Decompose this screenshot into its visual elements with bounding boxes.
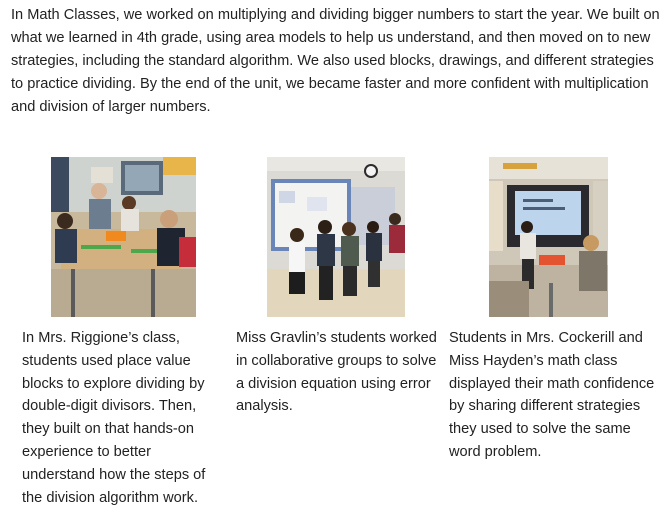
- intro-paragraph: In Math Classes, we worked on multiplying and dividing bigger numbers to start the year. We built on what we learned in 4th grade, using area models to help us understand, and then moved on to new strategies, including the standard algorithm. We also used blocks, drawings, and different strategies to practice dividing. By the end of the unit, we became faster and more confident with multiplication and division of larger numbers.: [11, 7, 660, 115]
- caption-cockerill: Students in Mrs. Cockerill and Miss Hayden’s math class displayed their math confidence by sharing different strategies they used to solve the same word problem.: [449, 330, 655, 460]
- photo-card-riggione: [51, 157, 196, 317]
- photo-card-cockerill: [489, 157, 608, 317]
- whiteboard-group-photo: [267, 157, 405, 317]
- smartboard-presentation-photo: [489, 157, 608, 317]
- photo-card-gravlin: [267, 157, 405, 317]
- classroom-blocks-photo: [51, 157, 196, 317]
- caption-riggione: In Mrs. Riggione’s class, students used place value blocks to explore dividing by double-digit divisors. Then, they built on that hands-on experience to better understand how the steps of the division algorithm work.: [22, 330, 206, 506]
- caption-gravlin: Miss Gravlin’s students worked in collaborative groups to solve a division equation using error analysis.: [236, 330, 437, 415]
